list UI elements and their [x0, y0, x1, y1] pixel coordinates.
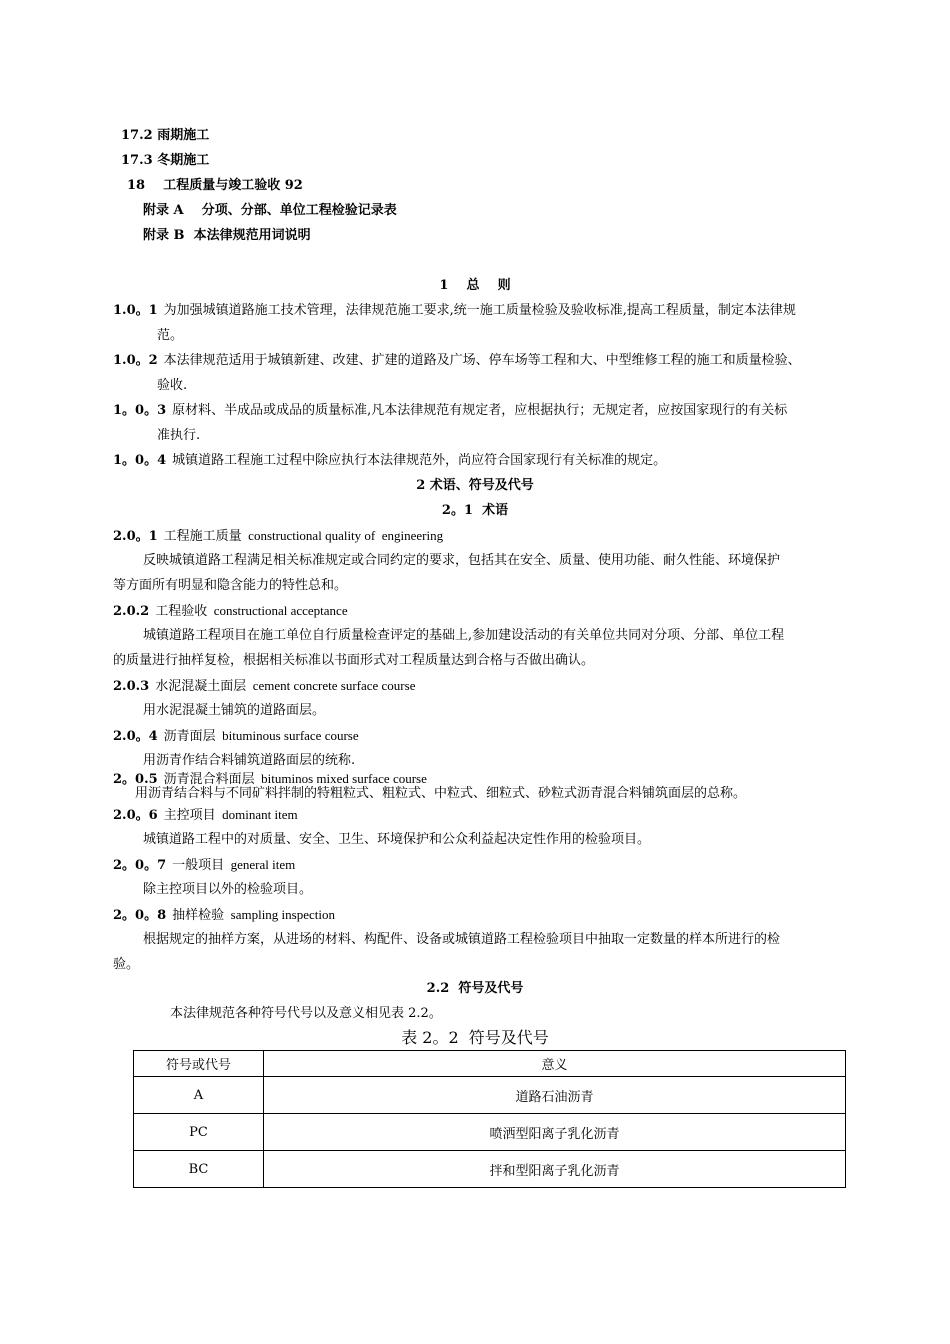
- term-definition-cont: 等方面所有明显和隐含能力的特性总和。: [113, 578, 348, 593]
- term-2-0-8: [113, 906, 335, 925]
- term-number: 2.0.2: [113, 604, 150, 619]
- term-definition: 城镇道路工程中的对质量、安全、卫生、环境保护和公众利益起决定性作用的检验项目。: [143, 832, 651, 847]
- table-cell-meaning: 道路石油沥青: [264, 1077, 846, 1114]
- chapter-2-title: 2 术语、符号及代号: [416, 478, 534, 493]
- toc-item-17-2: 17.2 雨期施工: [121, 128, 210, 143]
- section-2-1-title: 2。1 术语: [441, 503, 509, 518]
- clause-text: 本法律规范适用于城镇新建、改建、扩建的道路及广场、停车场等工程和大、中型维修工程的施工和质量检验、: [163, 353, 801, 368]
- term-number: 2.0。4: [113, 729, 158, 744]
- section-2-2-title: 2.2 符号及代号: [426, 981, 524, 996]
- term-definition: 反映城镇道路工程满足相关标准规定或合同约定的要求，包括其在安全、质量、使用功能、耐久性能、环境保护: [143, 553, 781, 568]
- term-number: 2。0。8: [113, 908, 167, 923]
- term-heading: 工程施工质量 constructional quality of engineering: [163, 528, 444, 543]
- table-cell-symbol: BC: [134, 1151, 264, 1188]
- term-definition: 用水泥混凝土铺筑的道路面层。: [143, 703, 326, 718]
- clause-1-0-1-cont: 范。: [157, 328, 184, 343]
- term-number: 2。0。7: [113, 858, 167, 873]
- term-2-0-6: [113, 806, 298, 825]
- clause-1-0-1: [113, 302, 796, 320]
- clause-1-0-4: [113, 452, 666, 470]
- term-number: 2。0.5: [113, 772, 158, 787]
- chapter-1-title: 1 总 则: [439, 278, 511, 293]
- toc-item-18: 18 工程质量与竣工验收 92: [127, 178, 303, 193]
- table-caption: 表 2。2 符号及代号: [401, 1028, 549, 1047]
- table-row: [134, 1151, 846, 1188]
- toc-item-17-3: 17.3 冬期施工: [121, 153, 210, 168]
- term-number: 2.0.3: [113, 679, 150, 694]
- term-heading: 水泥混凝土面层 cement concrete surface course: [155, 678, 416, 693]
- term-definition: 除主控项目以外的检验项目。: [143, 882, 313, 897]
- table-row: [134, 1077, 846, 1114]
- term-definition: 用沥青结合料与不同矿料拌制的特粗粒式、粗粒式、中粒式、细粒式、砂粒式沥青混合料铺筑面层的总称。: [135, 786, 747, 801]
- clause-text: 原材料、半成品或成品的质量标准,凡本法律规范有规定者，应根据执行；无规定者，应按国家现行的有关标: [172, 403, 788, 418]
- table-cell-symbol: A: [134, 1077, 264, 1114]
- term-heading: 主控项目 dominant item: [163, 807, 298, 822]
- term-number: 2.0。1: [113, 529, 158, 544]
- table-cell-symbol: PC: [134, 1114, 264, 1151]
- clause-text: 城镇道路工程施工过程中除应执行本法律规范外，尚应符合国家现行有关标准的规定。: [172, 453, 667, 468]
- table-cell-meaning: 喷洒型阳离子乳化沥青: [264, 1114, 846, 1151]
- term-2-0-1: [113, 527, 443, 546]
- clause-1-0-2: [113, 352, 801, 370]
- toc-item-appendix-b: 附录 B 本法律规范用词说明: [143, 228, 311, 243]
- term-2-0-2: [113, 602, 348, 621]
- clause-number: 1。0。4: [113, 453, 167, 468]
- term-2-0-3: [113, 677, 415, 696]
- term-definition: 用沥青作结合料铺筑道路面层的统称.: [143, 753, 356, 768]
- term-heading: 沥青面层 bituminous surface course: [163, 728, 359, 743]
- term-definition-cont: 的质量进行抽样复检，根据相关标准以书面形式对工程质量达到合格与否做出确认。: [113, 653, 595, 668]
- term-heading: 一般项目 general item: [172, 857, 296, 872]
- clause-number: 1.0。2: [113, 353, 158, 368]
- table-header-symbol: 符号或代号: [134, 1051, 264, 1077]
- table-header-meaning: 意义: [264, 1051, 846, 1077]
- clause-text: 为加强城镇道路施工技术管理，法律规范施工要求,统一施工质量检验及验收标准,提高工程质量，制定本法律规: [163, 303, 796, 318]
- clause-1-0-2-cont: 验收.: [157, 378, 188, 393]
- toc-item-appendix-a: 附录 A 分项、分部、单位工程检验记录表: [143, 203, 397, 218]
- clause-1-0-3-cont: 准执行.: [157, 428, 201, 443]
- term-2-0-5: [113, 772, 427, 787]
- clause-1-0-3: [113, 402, 787, 420]
- term-number: 2.0。6: [113, 808, 158, 823]
- term-2-0-4: [113, 727, 359, 746]
- clause-number: 1。0。3: [113, 403, 167, 418]
- term-definition: 根据规定的抽样方案，从进场的材料、构配件、设备或城镇道路工程检验项目中抽取一定数量的样本所进行的检: [143, 932, 781, 947]
- term-heading: 工程验收 constructional acceptance: [155, 603, 348, 618]
- term-2-0-7: [113, 856, 295, 875]
- term-definition-cont: 验。: [113, 957, 140, 972]
- table-row: [134, 1114, 846, 1151]
- term-definition: 城镇道路工程项目在施工单位自行质量检查评定的基础上,参加建设活动的有关单位共同对分项、分部、单位工程: [143, 628, 785, 643]
- section-2-2-intro: 本法律规范各种符号代号以及意义相见表 2.2。: [170, 1006, 442, 1021]
- symbols-table: [133, 1050, 846, 1188]
- table-cell-meaning: 拌和型阳离子乳化沥青: [264, 1151, 846, 1188]
- term-heading: 沥青混合料面层 bituminos mixed surface course: [163, 771, 427, 786]
- table-header-row: [134, 1051, 846, 1077]
- term-heading: 抽样检验 sampling inspection: [172, 907, 335, 922]
- clause-number: 1.0。1: [113, 303, 158, 318]
